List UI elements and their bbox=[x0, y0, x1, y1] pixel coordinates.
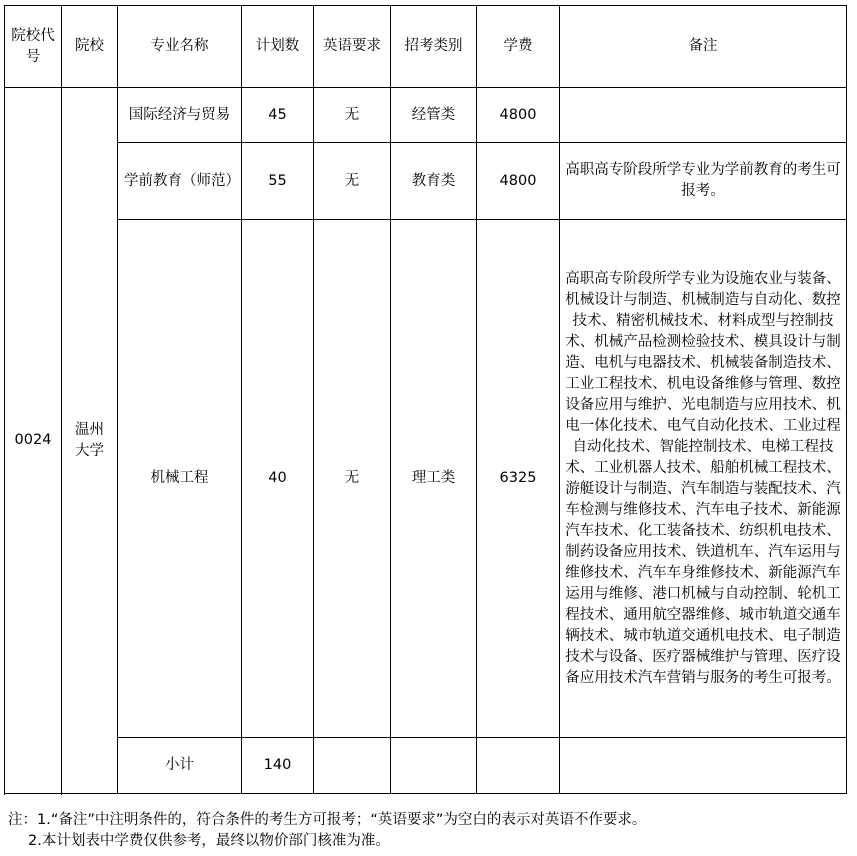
header-plan-count: 计划数 bbox=[242, 6, 314, 88]
enrollment-plan-table bbox=[4, 5, 847, 794]
subtotal-empty-tuition bbox=[477, 738, 560, 794]
subtotal-row bbox=[5, 738, 847, 794]
header-remarks: 备注 bbox=[560, 6, 847, 88]
header-category: 招考类别 bbox=[391, 6, 477, 88]
subtotal-label: 小计 bbox=[118, 738, 242, 794]
english-cell: 无 bbox=[314, 220, 391, 738]
header-school-code: 院校代号 bbox=[5, 6, 62, 88]
english-cell: 无 bbox=[314, 143, 391, 220]
category-cell: 理工类 bbox=[391, 220, 477, 738]
tuition-cell: 4800 bbox=[477, 88, 560, 143]
major-cell: 学前教育（师范） bbox=[118, 143, 242, 220]
footnotes bbox=[8, 810, 646, 852]
tuition-cell: 6325 bbox=[477, 220, 560, 738]
major-cell: 国际经济与贸易 bbox=[118, 88, 242, 143]
footnote-1: 注：1.“备注”中注明条件的，符合条件的考生方可报考；“英语要求”为空白的表示对英语不作要求。 bbox=[8, 812, 647, 828]
header-tuition: 学费 bbox=[477, 6, 560, 88]
table-row bbox=[5, 88, 847, 143]
plan-cell: 40 bbox=[242, 220, 314, 738]
note-cell bbox=[560, 88, 847, 143]
note-cell: 高职高专阶段所学专业为学前教育的考生可报考。 bbox=[560, 143, 847, 220]
header-school: 院校 bbox=[62, 6, 118, 88]
subtotal-empty-category bbox=[391, 738, 477, 794]
plan-cell: 55 bbox=[242, 143, 314, 220]
subtotal-plan: 140 bbox=[242, 738, 314, 794]
major-cell: 机械工程 bbox=[118, 220, 242, 738]
header-major: 专业名称 bbox=[118, 6, 242, 88]
header-english-requirement: 英语要求 bbox=[314, 6, 391, 88]
category-cell: 教育类 bbox=[391, 143, 477, 220]
school-name-cell: 温州大学 bbox=[62, 88, 118, 794]
category-cell: 经管类 bbox=[391, 88, 477, 143]
header-row bbox=[5, 6, 847, 88]
tuition-cell: 4800 bbox=[477, 143, 560, 220]
subtotal-empty-english bbox=[314, 738, 391, 794]
subtotal-empty-note bbox=[560, 738, 847, 794]
footnote-2: 2.本计划表中学费仅供参考，最终以物价部门核准为准。 bbox=[28, 833, 390, 849]
plan-cell: 45 bbox=[242, 88, 314, 143]
note-cell: 高职高专阶段所学专业为设施农业与装备、机械设计与制造、机械制造与自动化、数控技术、精密机械技术、材料成型与控制技术、机械产品检测检验技术、模具设计与制造、电机与电器技术、机械装备制造技术、工业工程技术、机电设备维修与管理、数控设备应用与维护、光电制造与应用技术、机电一体化技术、电气自动化技术、工业过程自动化技术、智能控制技术、电梯工程技术、工业机器人技术、船舶机械工程技术、游艇设计与制造、汽车制造与装配技术、汽车检测与维修技术、汽车电子技术、新能源汽车技术、化工装备技术、纺织机电技术、制药设备应用技术、铁道机车、汽车运用与维修技术、汽车车身维修技术、新能源汽车运用与维修、港口机械与自动控制、轮机工程技术、通用航空器维修、城市轨道交通车辆技术、城市轨道交通机电技术、电子制造技术与设备、医疗器械维护与管理、医疗设备应用技术汽车营销与服务的考生可报考。 bbox=[560, 220, 847, 738]
table-row bbox=[5, 143, 847, 220]
school-code-cell: 0024 bbox=[5, 88, 62, 794]
english-cell: 无 bbox=[314, 88, 391, 143]
table-row bbox=[5, 220, 847, 738]
